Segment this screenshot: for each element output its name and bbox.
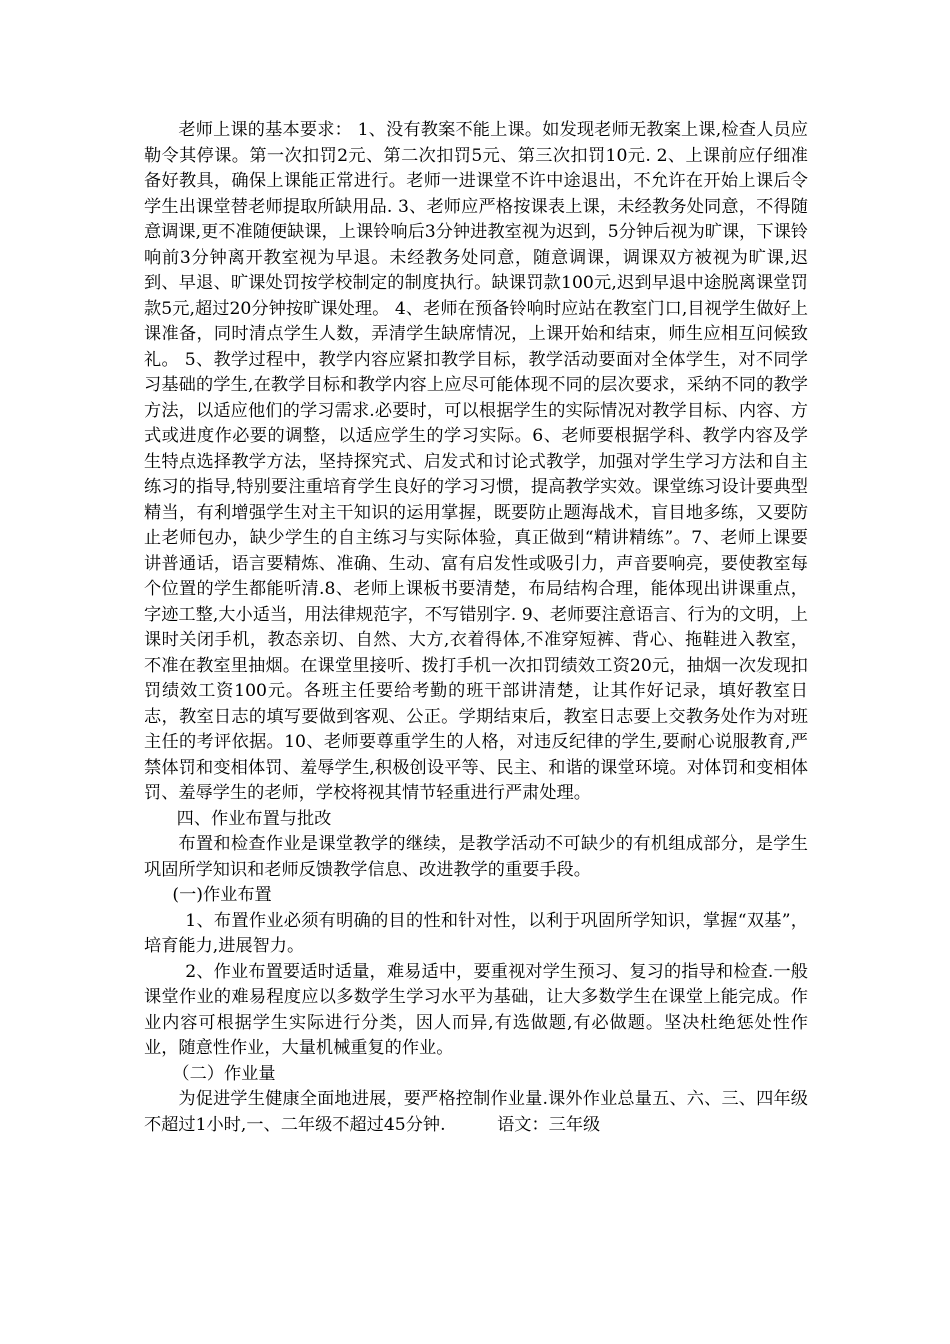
- subheading-homework-assignment: (一)作业布置: [172, 885, 272, 905]
- subheading-homework-amount: （二）作业量: [172, 1063, 276, 1084]
- paragraph-homework-amount: 为促进学生健康全面地进展，要严格控制作业量.课外作业总量五、六、三、四年级不超过1小时,一、二年级不超过45分钟. 语文：三年级: [144, 1089, 808, 1135]
- document-page: [144, 118, 808, 1138]
- paragraph-teaching-requirements: 老师上课的基本要求： 1、没有教案不能上课。如发现老师无教案上课,检查人员应勒令其停课。第一次扣罚2元、第二次扣罚5元、第三次扣罚10元. 2、上课前应仔细准备好教具，确保上课能正常进行。老师一进课堂不许中途退出，不允许在开始上课后令学生出课堂替老师提取所缺用品. 3、老师应严格按课表上课，未经教务处同意，不得随意调课,更不准随便缺课，上课铃响后3分钟进教室视为迟到，5分钟后视为旷课，下课铃响前3分钟离开教室视为早退。未经教务处同意，随意调课，调课双方被视为旷课,迟到、早退、旷课处罚按学校制定的制度执行。缺课罚款100元,迟到早退中途脱离课堂罚款5元,超过20分钟按旷课处理。 4、老师在预备铃响时应站在教室门口,目视学生做好上课准备，同时清点学生人数，弄清学生缺席情况，上课开始和结束，师生应相互问候致礼。 5、教学过程中，教学内容应紧扣教学目标，教学活动要面对全体学生，对不同学习基础的学生,在教学目标和教学内容上应尽可能体现不同的层次要求，采纳不同的教学方法，以适应他们的学习需求.必要时，可以根据学生的实际情况对教学目标、内容、方式或进度作必要的调整，以适应学生的学习实际。6、老师要根据学科、教学内容及学生特点选择教学方法，坚持探究式、启发式和讨论式教学，加强对学生学习方法和自主练习的指导,特别要注重培育学生良好的学习习惯，提高教学实效。课堂练习设计要典型精当，有利增强学生对主干知识的运用掌握，既要防止题海战术，盲目地多练，又要防止老师包办，缺少学生的自主练习与实际体验，真正做到“精讲精练”。7、老师上课要讲普通话，语言要精炼、准确、生动、富有启发性或吸引力，声音要响亮，要使教室每个位置的学生都能听清.8、老师上课板书要清楚，布局结构合理，能体现出讲课重点，字迹工整,大小适当，用法律规范字，不写错别字. 9、老师要注意语言、行为的文明，上课时关闭手机，教态亲切、自然、大方,衣着得体,不准穿短裤、背心、拖鞋进入教室，不准在教室里抽烟。在课堂里接听、拨打手机一次扣罚绩效工资20元，抽烟一次发现扣罚绩效工资100元。各班主任要给考勤的班干部讲清楚，让其作好记录，填好教室日志，教室日志的填写要做到客观、公正。学期结束后，教室日志要上交教务处作为对班主任的考评依据。10、老师要尊重学生的人格，对违反纪律的学生,要耐心说服教育,严禁体罚和变相体罚、羞辱学生,积极创设平等、民主、和谐的课堂环境。对体罚和变相体罚、羞辱学生的老师，学校将视其情节轻重进行严肃处理。: [144, 120, 808, 803]
- paragraph-homework-intro: 布置和检查作业是课堂教学的继续，是教学活动不可缺少的有机组成部分，是学生巩固所学知识和老师反馈教学信息、改进教学的重要手段。: [144, 834, 808, 880]
- section-heading-homework: 四、作业布置与批改: [176, 808, 332, 829]
- paragraph-assignment-rule-2: 2、作业布置要适时适量，难易适中，要重视对学生预习、复习的指导和检查.一般课堂作业的难易程度应以多数学生学习水平为基础，让大多数学生在课堂上能完成。作业内容可根据学生实际进行分类，因人而异,有选做题,有必做题。坚决杜绝惩处性作业，随意性作业，大量机械重复的作业。: [144, 961, 808, 1058]
- paragraph-assignment-rule-1: 1、布置作业必须有明确的目的性和针对性，以利于巩固所学知识，掌握“双基”，培育能力,进展智力。: [144, 910, 808, 956]
